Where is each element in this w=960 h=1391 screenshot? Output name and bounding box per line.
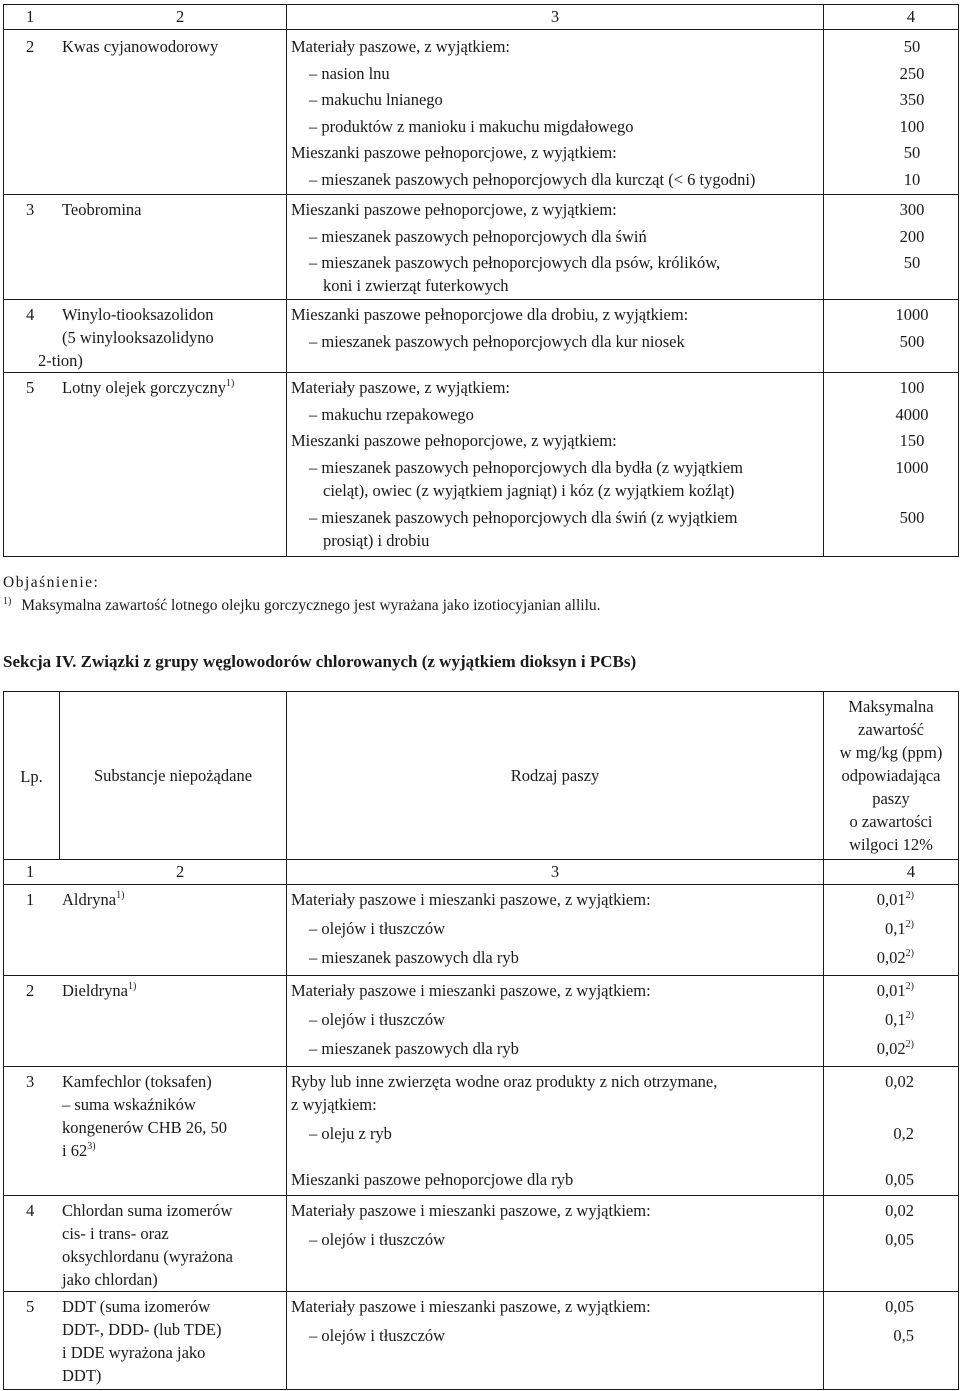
feed-exception: – makuchu rzepakowego bbox=[291, 403, 823, 430]
substance-name: Dieldryna bbox=[62, 981, 128, 1000]
feed-exception: – mieszanek paszowych pełnoporcjowych dla świń bbox=[291, 225, 823, 252]
table-row bbox=[4, 976, 959, 1067]
header-max-line: wilgoci 12% bbox=[849, 835, 933, 854]
max-content-value: 0,05 bbox=[885, 1170, 914, 1189]
table-row bbox=[4, 195, 959, 300]
max-content-value: 0,02 bbox=[885, 1201, 914, 1220]
feed-limits-table-continued bbox=[3, 4, 959, 557]
col-number-2: 2 bbox=[176, 862, 185, 881]
footnote-ref: 2) bbox=[905, 981, 914, 992]
col-number-2: 2 bbox=[176, 7, 185, 26]
feed-type: Materiały paszowe i mieszanki paszowe, z wyjątkiem: bbox=[291, 1201, 651, 1220]
feed-exception: – mieszanek paszowych pełnoporcjowych dla kurcząt (< 6 tygodni) bbox=[291, 168, 823, 195]
footnote-ref: 2) bbox=[905, 890, 914, 901]
footnote-ref: 1) bbox=[226, 378, 235, 389]
feed-exception: – nasion lnu bbox=[291, 62, 823, 89]
max-content-value bbox=[824, 888, 914, 917]
feed-type: Materiały paszowe i mieszanki paszowe, z wyjątkiem: bbox=[291, 1297, 651, 1316]
column-number-row bbox=[4, 860, 959, 885]
max-content-value bbox=[824, 946, 914, 975]
max-content-value: 1000 bbox=[895, 305, 929, 324]
explanation-label: Objaśnienie: bbox=[3, 574, 100, 591]
row-number: 2 bbox=[26, 37, 35, 56]
feed-type: Mieszanki paszowe pełnoporcjowe, z wyjątkiem: bbox=[291, 431, 617, 450]
col-number-1: 1 bbox=[26, 862, 35, 881]
table-row bbox=[4, 373, 959, 557]
max-content-value: 0,05 bbox=[885, 1230, 914, 1249]
col-number-3: 3 bbox=[287, 860, 824, 885]
max-content-value: 0,02 bbox=[885, 1072, 914, 1091]
table-row bbox=[4, 885, 959, 976]
footnote-text: Maksymalna zawartość lotnego olejku gorczycznego jest wyrażana jako izotiocyjanian allilu. bbox=[21, 597, 601, 614]
table-row bbox=[4, 300, 959, 373]
footnote-ref: 2) bbox=[905, 919, 914, 930]
substance-name-line: cis- i trans- oraz bbox=[62, 1224, 169, 1243]
row-number: 5 bbox=[26, 378, 35, 397]
feed-exception-continued: cieląt), owiec (z wyjątkiem jagniąt) i kóz (z wyjątkiem koźląt) bbox=[323, 480, 735, 500]
substance-name: Winylo-tiooksazolidon bbox=[62, 305, 214, 324]
feed-type: Mieszanki paszowe pełnoporcjowe, z wyjątkiem: bbox=[291, 143, 617, 162]
substance-name-line: DDT) bbox=[62, 1366, 102, 1385]
header-max-line: paszy bbox=[872, 789, 910, 808]
row-number: 1 bbox=[26, 890, 35, 909]
max-content-value: 0,05 bbox=[885, 1297, 914, 1316]
feed-exception: – olejów i tłuszczów bbox=[291, 917, 823, 946]
footnote-ref: 3) bbox=[87, 1141, 96, 1152]
footnote bbox=[3, 594, 601, 617]
col-number-4: 4 bbox=[824, 860, 959, 885]
feed-type: Ryby lub inne zwierzęta wodne oraz produkty z nich otrzymane, bbox=[291, 1072, 718, 1091]
substance-name-line: i 62 bbox=[62, 1141, 88, 1160]
max-content-value: 4000 bbox=[895, 404, 929, 424]
table-row bbox=[4, 30, 959, 195]
row-number: 4 bbox=[26, 305, 35, 324]
value-number: 0,02 bbox=[876, 948, 906, 967]
feed-type: Mieszanki paszowe pełnoporcjowe, z wyjątkiem: bbox=[291, 200, 617, 219]
substance-name-line: jako chlordan) bbox=[62, 1270, 158, 1289]
table-header-row bbox=[4, 692, 959, 860]
max-content-value: 1000 bbox=[895, 457, 929, 477]
substance-name-line: 2-tion) bbox=[38, 351, 83, 370]
col-number-1: 1 bbox=[26, 7, 35, 26]
row-number: 2 bbox=[26, 981, 35, 1000]
substance-name-line: kongenerów CHB 26, 50 bbox=[62, 1118, 227, 1137]
max-content-value: 100 bbox=[899, 378, 925, 397]
feed-exception: – makuchu lnianego bbox=[291, 88, 823, 115]
feed-exception: – mieszanek paszowych pełnoporcjowych dla kur niosek bbox=[291, 330, 823, 357]
col-number-3: 3 bbox=[287, 5, 824, 30]
max-content-value: 300 bbox=[899, 200, 925, 219]
feed-exception: – mieszanek paszowych dla ryb bbox=[291, 1037, 823, 1066]
footnote-mark: 1) bbox=[3, 596, 12, 607]
header-substance: Substancje niepożądane bbox=[93, 766, 253, 785]
max-content-value: 100 bbox=[899, 116, 925, 136]
feed-type: Materiały paszowe i mieszanki paszowe, z wyjątkiem: bbox=[291, 890, 651, 909]
table-row bbox=[4, 1067, 959, 1196]
max-content-value: 0,2 bbox=[893, 1124, 914, 1143]
max-content-value: 50 bbox=[903, 143, 921, 162]
max-content-value: 350 bbox=[899, 90, 925, 109]
max-content-value bbox=[824, 1008, 914, 1037]
header-max-line: Maksymalna bbox=[848, 697, 934, 716]
column-number-row bbox=[4, 5, 959, 30]
feed-exception: – mieszanek paszowych pełnoporcjowych dla świń (z wyjątkiem bbox=[291, 506, 823, 529]
substance-name: Chlordan suma izomerów bbox=[62, 1201, 233, 1220]
header-max-line: odpowiadająca bbox=[841, 766, 941, 785]
header-max-line: w mg/kg (ppm) bbox=[839, 743, 943, 762]
footnote-ref: 2) bbox=[905, 1039, 914, 1050]
max-content-value: 500 bbox=[899, 507, 925, 527]
feed-type: Mieszanki paszowe pełnoporcjowe dla drobiu, z wyjątkiem: bbox=[291, 305, 689, 324]
feed-exception: – olejów i tłuszczów bbox=[291, 1228, 823, 1257]
feed-type: Mieszanki paszowe pełnoporcjowe dla ryb bbox=[291, 1170, 574, 1189]
value-number: 0,1 bbox=[885, 1010, 906, 1029]
value-number: 0,02 bbox=[876, 1039, 906, 1058]
footnote-ref: 1) bbox=[127, 981, 137, 992]
table-row bbox=[4, 1196, 959, 1292]
value-number: 0,01 bbox=[876, 981, 906, 1000]
substance-name: Kwas cyjanowodorowy bbox=[62, 37, 219, 56]
max-content-value: 250 bbox=[899, 63, 925, 83]
feed-exception: – mieszanek paszowych pełnoporcjowych dla bydła (z wyjątkiem bbox=[291, 456, 823, 479]
max-content-value bbox=[824, 917, 914, 946]
row-number: 3 bbox=[26, 1072, 35, 1091]
substance-name-line: – suma wskaźników bbox=[62, 1095, 196, 1114]
header-max-line: zawartość bbox=[858, 720, 924, 739]
feed-type-continued: z wyjątkiem: bbox=[291, 1095, 377, 1114]
table-row bbox=[4, 1292, 959, 1390]
substance-name: Teobromina bbox=[62, 200, 142, 219]
header-max-line: o zawartości bbox=[849, 812, 933, 831]
row-number: 4 bbox=[26, 1201, 35, 1220]
substance-name-line: i DDE wyrażona jako bbox=[62, 1343, 206, 1362]
value-number: 0,01 bbox=[876, 890, 906, 909]
feed-exception: – olejów i tłuszczów bbox=[291, 1324, 823, 1353]
substance-name: Aldryna bbox=[62, 890, 117, 909]
feed-type: Materiały paszowe, z wyjątkiem: bbox=[291, 37, 511, 56]
row-number: 3 bbox=[26, 200, 35, 219]
max-content-value: 500 bbox=[899, 331, 925, 351]
section-title: Sekcja IV. Związki z grupy węglowodorów chlorowanych (z wyjątkiem dioksyn i PCBs) bbox=[3, 652, 637, 671]
row-number: 5 bbox=[26, 1297, 35, 1316]
feed-type: Materiały paszowe, z wyjątkiem: bbox=[291, 378, 511, 397]
chlorinated-hydrocarbons-table bbox=[3, 691, 959, 1390]
feed-exception: – mieszanek paszowych pełnoporcjowych dla psów, królików, bbox=[291, 251, 823, 274]
header-lp: Lp. bbox=[4, 691, 60, 860]
feed-exception: – produktów z manioku i makuchu migdałowego bbox=[291, 115, 823, 142]
max-content-value: 10 bbox=[903, 169, 921, 189]
max-content-value: 0,5 bbox=[893, 1326, 914, 1345]
feed-type: Materiały paszowe i mieszanki paszowe, z wyjątkiem: bbox=[291, 981, 651, 1000]
substance-name: Kamfechlor (toksafen) bbox=[62, 1072, 212, 1091]
footnote-ref: 2) bbox=[905, 1010, 914, 1021]
max-content-value: 150 bbox=[899, 431, 925, 450]
feed-exception: – mieszanek paszowych dla ryb bbox=[291, 946, 823, 975]
feed-exception: – olejów i tłuszczów bbox=[291, 1008, 823, 1037]
footnote-ref: 2) bbox=[905, 948, 914, 959]
max-content-value bbox=[824, 1037, 914, 1066]
substance-name: Lotny olejek gorczyczny bbox=[62, 378, 227, 397]
header-max-content bbox=[824, 692, 959, 860]
header-feed-type: Rodzaj paszy bbox=[287, 692, 824, 860]
substance-name-line: DDT-, DDD- (lub TDE) bbox=[62, 1320, 222, 1339]
substance-name-line: (5 winylooksazolidyno bbox=[62, 328, 214, 347]
max-content-value: 50 bbox=[903, 253, 921, 272]
max-content-value: 200 bbox=[899, 226, 925, 246]
value-number: 0,1 bbox=[885, 919, 906, 938]
footnote-ref: 1) bbox=[116, 890, 125, 901]
substance-name-line: oksychlordanu (wyrażona bbox=[62, 1247, 233, 1266]
feed-exception-continued: koni i zwierząt futerkowych bbox=[323, 276, 509, 295]
feed-exception: – oleju z ryb bbox=[291, 1122, 823, 1168]
substance-name: DDT (suma izomerów bbox=[62, 1297, 211, 1316]
max-content-value bbox=[824, 979, 914, 1008]
max-content-value: 50 bbox=[903, 37, 921, 56]
feed-exception-continued: prosiąt) i drobiu bbox=[323, 530, 430, 550]
col-number-4: 4 bbox=[824, 5, 959, 30]
